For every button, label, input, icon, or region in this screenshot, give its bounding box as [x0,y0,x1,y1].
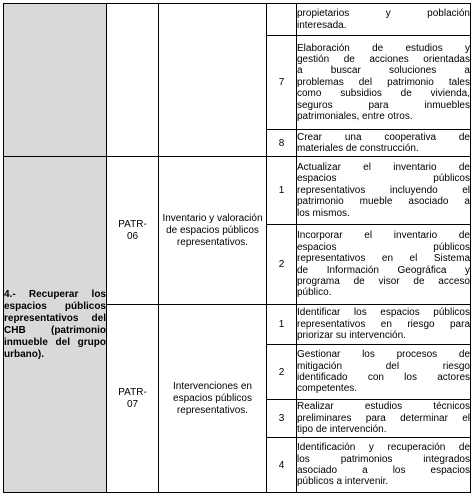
objective-cell: 4.- Recuperar los espacios públicos representativos del CHB (patrimonio inmueble del grupo urbano). [4,157,107,493]
activity-line: representativos en riesgo para [297,318,470,330]
activity-line: Incorporar el inventario de [297,230,470,242]
activity-number: 1 [267,157,297,225]
objective-cell-previous [4,4,107,157]
activity-line: preliminares para determinar el [297,412,470,424]
activity-line: patrimonio mueble asociado a [297,196,470,208]
project-code-line: 06 [126,230,139,242]
objectives-table [3,3,471,493]
project-code [107,305,159,493]
project-code-cell-previous [107,4,159,157]
activity-line: Crear una cooperativa de [297,131,470,143]
activity-line: los mismos. [297,207,350,219]
activity-line: mitigación del riesgo [297,360,470,372]
activity-text [297,438,471,493]
project-name-cell-previous [159,4,267,157]
activity-line: propietarios y población [297,8,470,20]
activity-number: 7 [267,36,297,130]
activity-line: tipo de intervención. [297,424,387,436]
activity-line: Elaboración de estudios y [297,42,470,54]
activity-line: identificado con los actores [297,372,470,383]
activity-line: problemas del patrimonio tales [297,76,470,88]
activity-number: 4 [267,438,297,493]
table-row [4,4,471,36]
activity-text [297,4,471,36]
activity-line: interesada. [297,19,347,31]
activity-line: Actualizar el inventario de [297,161,470,173]
activity-line: priorizar su intervención. [297,330,406,342]
project-name: Intervenciones en espacios públicos representativos. [159,305,267,493]
activity-number: 2 [267,345,297,400]
activity-line: públicos a intervenir. [297,476,389,488]
activity-text [297,305,471,345]
activity-line: representativos en el Sistema [297,253,470,265]
activity-line: materiales de construcción. [297,143,419,154]
activity-number: 1 [267,305,297,345]
project-code-line: PATR- [118,386,147,398]
activity-line: patrimoniales, entre otros. [297,111,413,123]
activity-line: público. [297,287,332,299]
activity-line: los patrimonios integrados [297,453,470,465]
activity-line: Identificar los espacios públicos [297,307,470,319]
activity-text [297,130,471,157]
activity-line: espacios públicos [297,173,470,185]
table-row [4,157,471,225]
activity-number: 3 [267,400,297,438]
activity-text [297,157,471,225]
project-code [107,157,159,305]
project-code-line: PATR- [118,218,147,230]
activity-line: competentes. [297,383,358,395]
activity-text [297,345,471,400]
activity-number: 2 [267,225,297,305]
activity-number: 8 [267,130,297,157]
activity-line: asociado a los espacios [297,465,470,476]
activity-line: como subsidios de vivienda, [297,88,470,100]
activity-line: Realizar estudios técnicos [297,401,470,413]
activity-line: gestión de acciones orientadas [297,53,470,65]
project-code-line: 07 [126,398,139,410]
activity-line: programa de visor de acceso [297,275,470,287]
activity-line: seguros para inmuebles [297,99,470,111]
activity-line: Identificación y recuperación de [297,442,470,454]
activity-line: espacios públicos [297,241,470,253]
activity-line: de Información Geográfica y [297,264,470,276]
activity-text [297,225,471,305]
activity-number [267,4,297,36]
activity-line: representativos incluyendo el [297,184,470,196]
project-name: Inventario y valoración de espacios públicos representativos. [159,157,267,305]
activity-text [297,400,471,438]
activity-text [297,36,471,130]
activity-line: a buscar soluciones a [297,65,470,77]
activity-line: Gestionar los procesos de [297,349,470,361]
